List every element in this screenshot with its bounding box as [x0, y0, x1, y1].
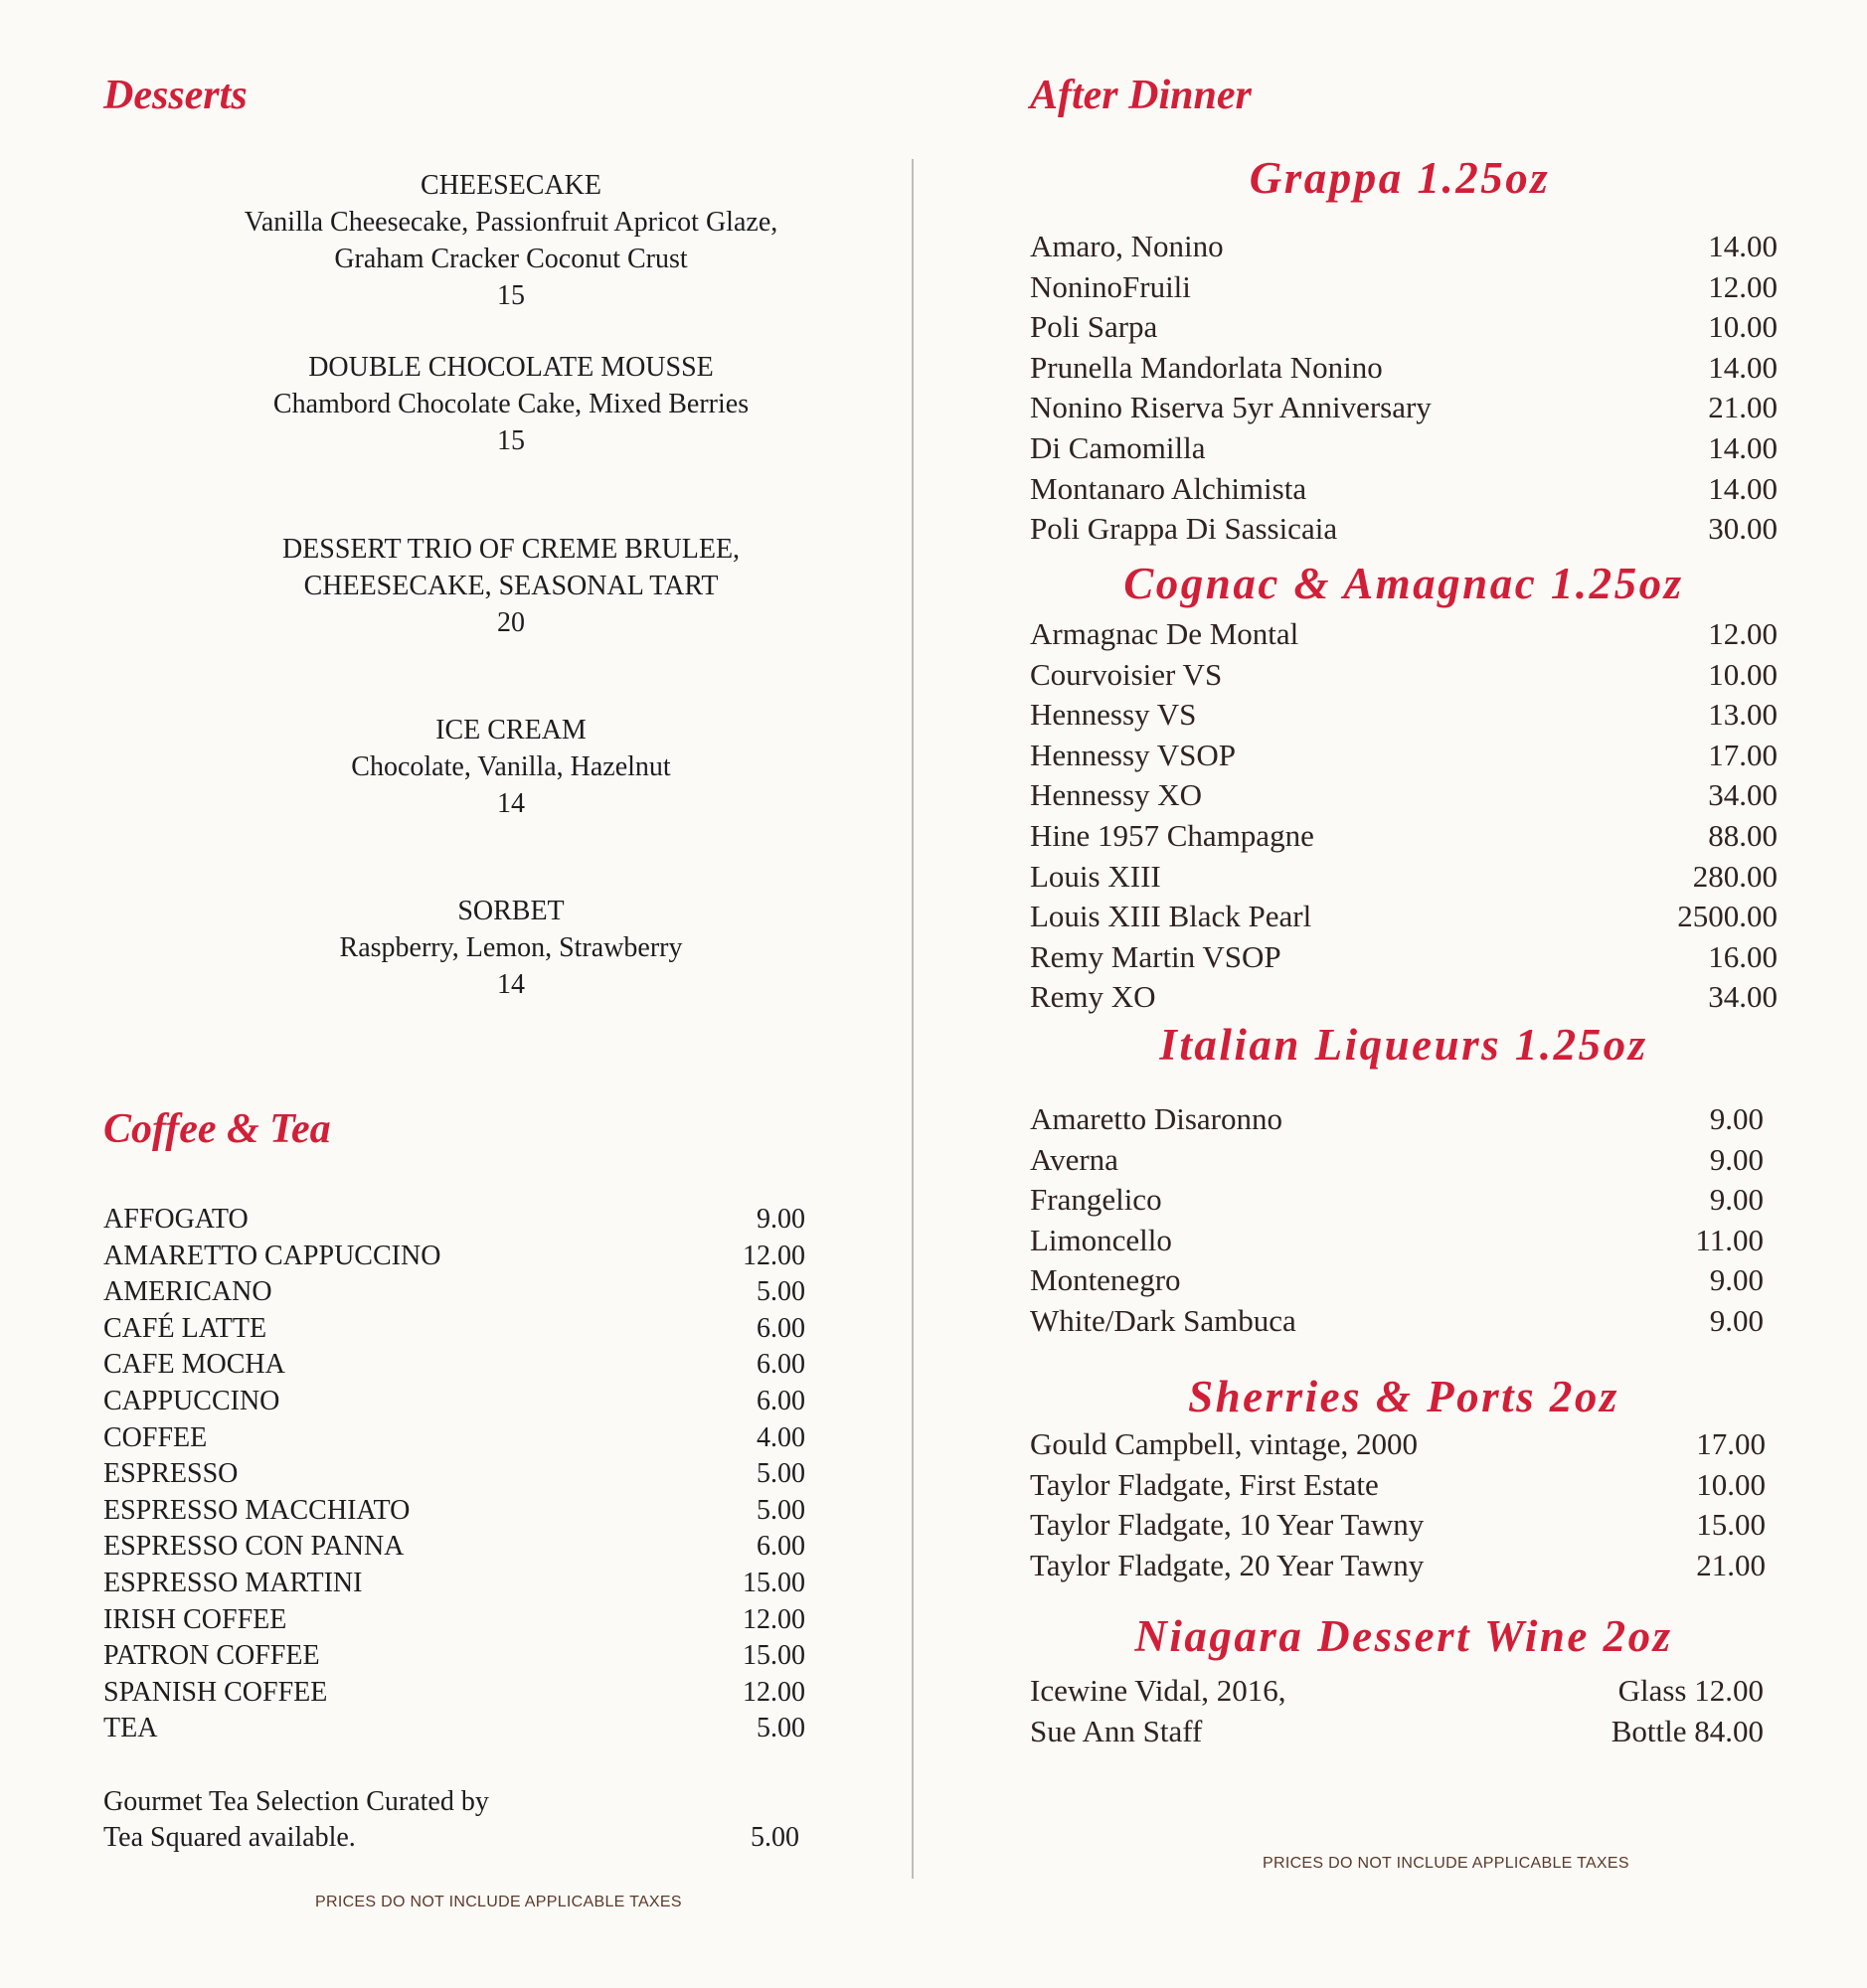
coffee-price: 9.00 — [757, 1204, 805, 1235]
drink-row — [1030, 428, 1778, 469]
coffee-row — [103, 1202, 805, 1239]
drink-price: 30.00 — [1708, 511, 1778, 547]
coffee-row — [103, 1638, 805, 1675]
drink-row — [1030, 1099, 1764, 1140]
drink-name: Poli Sarpa — [1030, 309, 1158, 345]
drink-price: 88.00 — [1708, 817, 1778, 853]
drink-price: 15.00 — [1696, 1507, 1766, 1543]
drink-name: Amaretto Disaronno — [1030, 1101, 1282, 1136]
coffee-row — [103, 1384, 805, 1420]
drink-row — [1030, 977, 1778, 1018]
drink-row — [1030, 937, 1778, 978]
drink-price: 2500.00 — [1677, 899, 1778, 934]
coffee-name: COFFEE — [103, 1421, 208, 1453]
drink-name: Taylor Fladgate, First Estate — [1030, 1466, 1379, 1502]
dessert-description: Chocolate, Vanilla, Hazelnut — [351, 751, 671, 782]
coffee-row — [103, 1529, 805, 1566]
dessert-item — [103, 712, 919, 822]
coffee-row — [103, 1347, 805, 1384]
coffee-row — [103, 1711, 805, 1747]
tax-note: PRICES DO NOT INCLUDE APPLICABLE TAXES — [1263, 1855, 1629, 1872]
coffee-price: 5.00 — [757, 1713, 805, 1744]
drink-row — [1030, 1140, 1764, 1181]
drink-name: NoninoFruili — [1030, 268, 1191, 304]
coffee-price: 5.00 — [757, 1494, 805, 1526]
drink-name: Icewine Vidal, 2016, — [1030, 1673, 1286, 1708]
drink-price: 21.00 — [1708, 390, 1778, 425]
drink-price: 9.00 — [1709, 1262, 1764, 1298]
coffee-name: AMARETTO CAPPUCCINO — [103, 1240, 441, 1271]
drink-name: Louis XIII Black Pearl — [1030, 899, 1312, 934]
dessert-price: 15 — [497, 280, 525, 311]
dessert-name: SORBET — [457, 896, 565, 926]
coffee-price: 15.00 — [743, 1567, 805, 1598]
drink-name: Poli Grappa Di Sassicaia — [1030, 511, 1338, 547]
drink-price: 21.00 — [1696, 1547, 1766, 1582]
grappa-list — [1030, 227, 1778, 550]
dessert-name: DESSERT TRIO OF CREME BRULEE, — [281, 534, 741, 565]
grappa-heading: Grappa 1.25oz — [1249, 153, 1551, 203]
drink-name: Sue Ann Staff — [1030, 1713, 1203, 1748]
drink-name: Gould Campbell, vintage, 2000 — [1030, 1426, 1419, 1461]
drink-row — [1030, 307, 1778, 348]
drink-name: Nonino Riserva 5yr Anniversary — [1030, 390, 1432, 425]
column-divider — [912, 159, 914, 1879]
drink-row — [1030, 509, 1778, 550]
drink-price: 34.00 — [1708, 979, 1778, 1015]
coffee-name: TEA — [103, 1713, 158, 1744]
drink-price: 14.00 — [1708, 229, 1778, 263]
drink-row — [1030, 1301, 1764, 1342]
drink-row — [1030, 857, 1778, 898]
coffee-row — [103, 1675, 805, 1712]
drink-name: Remy XO — [1030, 979, 1156, 1015]
tax-note: PRICES DO NOT INCLUDE APPLICABLE TAXES — [315, 1894, 682, 1910]
drink-price: 9.00 — [1709, 1182, 1764, 1218]
dessert-item — [103, 531, 919, 641]
drink-price: 34.00 — [1708, 777, 1778, 813]
drink-row — [1030, 1671, 1764, 1712]
coffee-name: ESPRESSO — [103, 1458, 239, 1490]
coffee-row — [103, 1311, 805, 1348]
drink-row — [1030, 227, 1778, 267]
tea-note-line: Tea Squared available. — [103, 1822, 356, 1853]
drink-name: Armagnac De Montal — [1030, 616, 1299, 651]
drink-row — [1030, 1221, 1764, 1261]
italian-liqueurs-heading: Italian Liqueurs 1.25oz — [1159, 1020, 1648, 1070]
coffee-price: 6.00 — [757, 1312, 805, 1344]
drink-name: Limoncello — [1030, 1222, 1172, 1257]
coffee-name: ESPRESSO CON PANNA — [103, 1531, 405, 1563]
drink-name: Di Camomilla — [1030, 429, 1206, 465]
drink-row — [1030, 695, 1778, 736]
coffee-price: 5.00 — [757, 1458, 805, 1490]
dessert-description: CHEESECAKE, SEASONAL TART — [303, 571, 719, 601]
drink-price: 14.00 — [1708, 429, 1778, 465]
dessert-price: 14 — [497, 788, 525, 819]
drink-row — [1030, 897, 1778, 937]
after-dinner-title: After Dinner — [1030, 73, 1252, 118]
coffee-price: 6.00 — [757, 1531, 805, 1563]
coffee-row — [103, 1239, 805, 1275]
drink-name: Hennessy VS — [1030, 697, 1197, 733]
dessert-description: Chambord Chocolate Cake, Mixed Berries — [272, 389, 750, 419]
drink-name: Hine 1957 Champagne — [1030, 817, 1314, 853]
drink-name: Prunella Mandorlata Nonino — [1030, 349, 1383, 385]
drink-price: 280.00 — [1692, 858, 1778, 894]
drink-name: Montenegro — [1030, 1262, 1181, 1298]
drink-name: Averna — [1030, 1141, 1118, 1177]
dessert-price: 14 — [497, 969, 525, 1000]
drink-row — [1030, 1505, 1766, 1546]
drink-name: Louis XIII — [1030, 858, 1161, 894]
cognac-list — [1030, 614, 1778, 1018]
italian-liqueurs-list — [1030, 1099, 1764, 1342]
drink-price: 17.00 — [1708, 737, 1778, 772]
drink-name: Courvoisier VS — [1030, 656, 1223, 692]
drink-row — [1030, 614, 1778, 655]
tea-note-line: Gourmet Tea Selection Curated by — [103, 1786, 489, 1817]
coffee-name: AMERICANO — [103, 1276, 272, 1308]
drink-price: 14.00 — [1708, 470, 1778, 506]
coffee-name: ESPRESSO MACCHIATO — [103, 1494, 411, 1526]
tea-note-price: 5.00 — [751, 1822, 799, 1853]
drink-row — [1030, 267, 1778, 308]
drink-price: 14.00 — [1708, 349, 1778, 385]
drink-row — [1030, 1712, 1764, 1752]
drink-price: 13.00 — [1708, 697, 1778, 733]
coffee-price: 12.00 — [743, 1676, 805, 1708]
drink-price: Glass 12.00 — [1617, 1673, 1764, 1708]
desserts-title: Desserts — [103, 73, 248, 118]
coffee-price: 15.00 — [743, 1640, 805, 1672]
dessert-item — [103, 167, 919, 314]
dessert-name: CHEESECAKE — [421, 170, 601, 201]
drink-name: White/Dark Sambuca — [1030, 1302, 1296, 1338]
coffee-row — [103, 1456, 805, 1493]
drink-price: 9.00 — [1709, 1141, 1764, 1177]
coffee-name: IRISH COFFEE — [103, 1603, 287, 1635]
drink-row — [1030, 736, 1778, 776]
drink-name: Montanaro Alchimista — [1030, 470, 1307, 506]
coffee-name: AFFOGATO — [103, 1204, 249, 1235]
coffee-price: 12.00 — [743, 1603, 805, 1635]
coffee-row — [103, 1274, 805, 1311]
coffee-row — [103, 1602, 805, 1639]
sherries-ports-list — [1030, 1424, 1766, 1585]
drink-price: 9.00 — [1709, 1101, 1764, 1136]
coffee-tea-list — [103, 1202, 805, 1747]
dessert-description: Raspberry, Lemon, Strawberry — [339, 932, 683, 963]
coffee-name: SPANISH COFFEE — [103, 1676, 328, 1708]
drink-name: Remy Martin VSOP — [1030, 938, 1281, 974]
coffee-row — [103, 1420, 805, 1457]
coffee-price: 6.00 — [757, 1349, 805, 1381]
drink-name: Amaro, Nonino — [1030, 229, 1224, 263]
drink-price: Bottle 84.00 — [1611, 1713, 1764, 1748]
drink-name: Hennessy VSOP — [1030, 737, 1236, 772]
drink-name: Frangelico — [1030, 1182, 1162, 1218]
dessert-price: 20 — [497, 607, 525, 638]
dessert-name: ICE CREAM — [435, 715, 587, 746]
drink-price: 10.00 — [1696, 1466, 1766, 1502]
drink-row — [1030, 1260, 1764, 1301]
drink-row — [1030, 1546, 1766, 1586]
coffee-name: CAFÉ LATTE — [103, 1312, 267, 1344]
drink-row — [1030, 1465, 1766, 1506]
drink-row — [1030, 388, 1778, 428]
coffee-name: CAPPUCCINO — [103, 1385, 280, 1416]
drink-price: 9.00 — [1709, 1302, 1764, 1338]
drink-price: 12.00 — [1708, 268, 1778, 304]
drink-row — [1030, 348, 1778, 389]
drink-price: 17.00 — [1696, 1426, 1766, 1461]
coffee-row — [103, 1493, 805, 1530]
drink-row — [1030, 1180, 1764, 1221]
coffee-row — [103, 1566, 805, 1602]
dessert-item — [103, 349, 919, 459]
cognac-heading: Cognac & Amagnac 1.25oz — [1123, 559, 1684, 608]
dessert-description: Vanilla Cheesecake, Passionfruit Apricot Glaze, — [244, 207, 778, 238]
drink-price: 12.00 — [1708, 616, 1778, 651]
drink-price: 16.00 — [1708, 938, 1778, 974]
sherries-ports-heading: Sherries & Ports 2oz — [1188, 1372, 1619, 1421]
dessert-description: Graham Cracker Coconut Crust — [334, 244, 688, 274]
drink-price: 10.00 — [1708, 656, 1778, 692]
drink-name: Taylor Fladgate, 10 Year Tawny — [1030, 1507, 1425, 1543]
drink-row — [1030, 469, 1778, 510]
drink-name: Hennessy XO — [1030, 777, 1203, 813]
drink-row — [1030, 655, 1778, 696]
dessert-item — [103, 893, 919, 1003]
drink-row — [1030, 1424, 1766, 1465]
coffee-name: CAFE MOCHA — [103, 1349, 285, 1381]
coffee-price: 6.00 — [757, 1385, 805, 1416]
coffee-name: ESPRESSO MARTINI — [103, 1567, 363, 1598]
coffee-name: PATRON COFFEE — [103, 1640, 320, 1672]
coffee-tea-title: Coffee & Tea — [103, 1106, 331, 1152]
drink-name: Taylor Fladgate, 20 Year Tawny — [1030, 1547, 1425, 1582]
drink-price: 11.00 — [1695, 1222, 1764, 1257]
coffee-price: 12.00 — [743, 1240, 805, 1271]
drink-row — [1030, 816, 1778, 857]
drink-row — [1030, 775, 1778, 816]
niagara-dessert-wine-heading: Niagara Dessert Wine 2oz — [1134, 1611, 1673, 1661]
dessert-name: DOUBLE CHOCOLATE MOUSSE — [308, 352, 714, 383]
drink-price: 10.00 — [1708, 309, 1778, 345]
coffee-price: 5.00 — [757, 1276, 805, 1308]
tea-note — [103, 1784, 805, 1856]
niagara-dessert-wine-list — [1030, 1671, 1764, 1751]
dessert-price: 15 — [497, 425, 525, 456]
coffee-price: 4.00 — [757, 1421, 805, 1453]
